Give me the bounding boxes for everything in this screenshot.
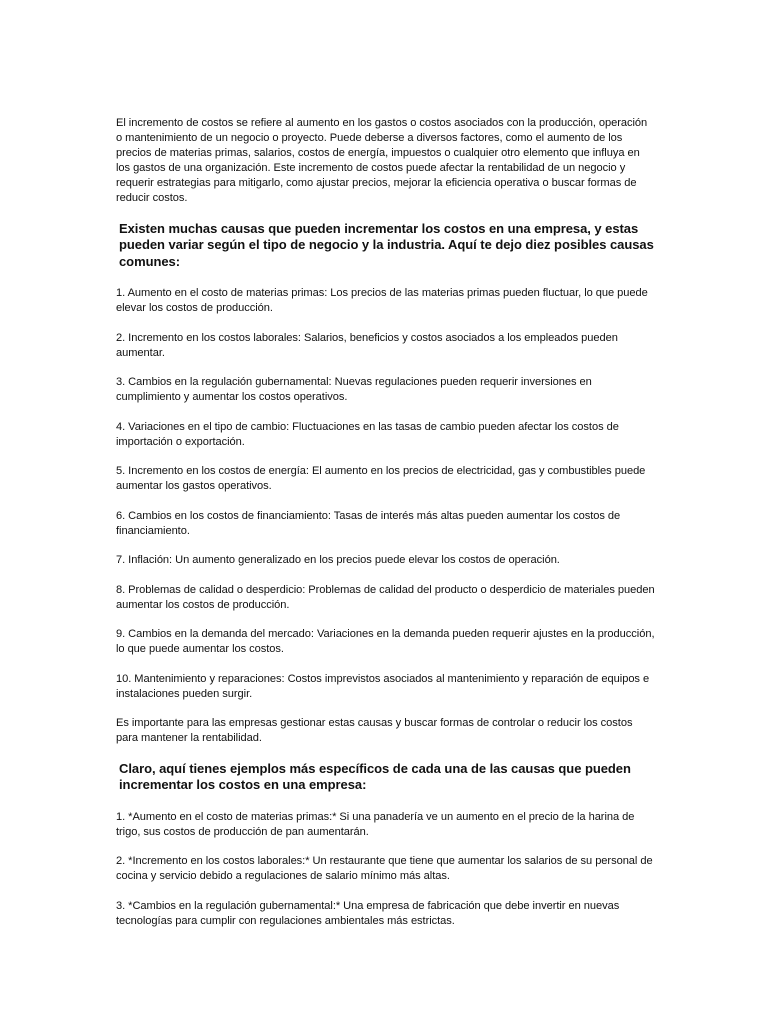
example-item-2: 2. *Incremento en los costos laborales:* Un restaurante que tiene que aumentar los salarios de su personal de cocina y servicio debido a regulaciones de salario mínimo más altas.: [116, 855, 653, 882]
document-body: [116, 116, 656, 943]
cause-item-3: 3. Cambios en la regulación gubernamental: Nuevas regulaciones pueden requerir inversiones en cumplimiento y aumentar los costos operativos.: [116, 376, 592, 403]
closing-paragraph: Es importante para las empresas gestionar estas causas y buscar formas de controlar o reducir los costos para mantener la rentabilidad.: [116, 717, 633, 744]
cause-item-6: 6. Cambios en los costos de financiamiento: Tasas de interés más altas pueden aumentar los costos de financiamiento.: [116, 509, 621, 537]
causes-heading: Existen muchas causas que pueden incrementar los costos en una empresa, y estas pueden variar según el tipo de negocio y la industria. Aquí te dejo diez posibles causas comunes:: [119, 220, 654, 269]
cause-item-4: 4. Variaciones en el tipo de cambio: Fluctuaciones en las tasas de cambio pueden afectar los costos de importación o exportación.: [116, 420, 619, 448]
examples-list: [116, 810, 656, 929]
cause-item-10: 10. Mantenimiento y reparaciones: Costos imprevistos asociados al mantenimiento y reparación de equipos e instalaciones pueden surgir.: [116, 672, 650, 700]
cause-item-9: 9. Cambios en la demanda del mercado: Variaciones en la demanda pueden requerir ajustes en la producción, lo que puede aumentar los costos.: [116, 628, 655, 655]
intro-paragraph: El incremento de costos se refiere al aumento en los gastos o costos asociados con la producción, operación o mantenimiento de un negocio o proyecto. Puede deberse a diversos factores, como el aumento de los precios de materias primas, salarios, costos de energía, impuestos o cualquier otro elemento que influya en los gastos de una organización. Este incremento de costos puede afectar la rentabilidad de un negocio y requerir estrategias para mitigarlo, como ajustar precios, mejorar la eficiencia operativa o buscar formas de reducir costos.: [116, 117, 648, 204]
causes-list: [116, 286, 656, 702]
example-item-3: 3. *Cambios en la regulación gubernamental:* Una empresa de fabricación que debe invertir en nuevas tecnologías para cumplir con regulaciones ambientales más estrictas.: [116, 899, 620, 927]
cause-item-7: 7. Inflación: Un aumento generalizado en los precios puede elevar los costos de operación.: [116, 554, 560, 566]
cause-item-8: 8. Problemas de calidad o desperdicio: Problemas de calidad del producto o desperdicio de materiales pueden aumentar los costos de producción.: [116, 583, 655, 611]
cause-item-2: 2. Incremento en los costos laborales: Salarios, beneficios y costos asociados a los empleados pueden aumentar.: [116, 331, 618, 359]
examples-heading: Claro, aquí tienes ejemplos más específicos de cada una de las causas que pueden incrementar los costos en una empresa:: [119, 760, 631, 792]
example-item-1: 1. *Aumento en el costo de materias primas:* Si una panadería ve un aumento en el precio de la harina de trigo, sus costos de producción de pan aumentarán.: [116, 810, 635, 838]
cause-item-1: 1. Aumento en el costo de materias primas: Los precios de las materias primas pueden fluctuar, lo que puede elevar los costos de producción.: [116, 287, 648, 314]
cause-item-5: 5. Incremento en los costos de energía: El aumento en los precios de electricidad, gas y combustibles puede aumentar los gastos operativos.: [116, 465, 646, 492]
